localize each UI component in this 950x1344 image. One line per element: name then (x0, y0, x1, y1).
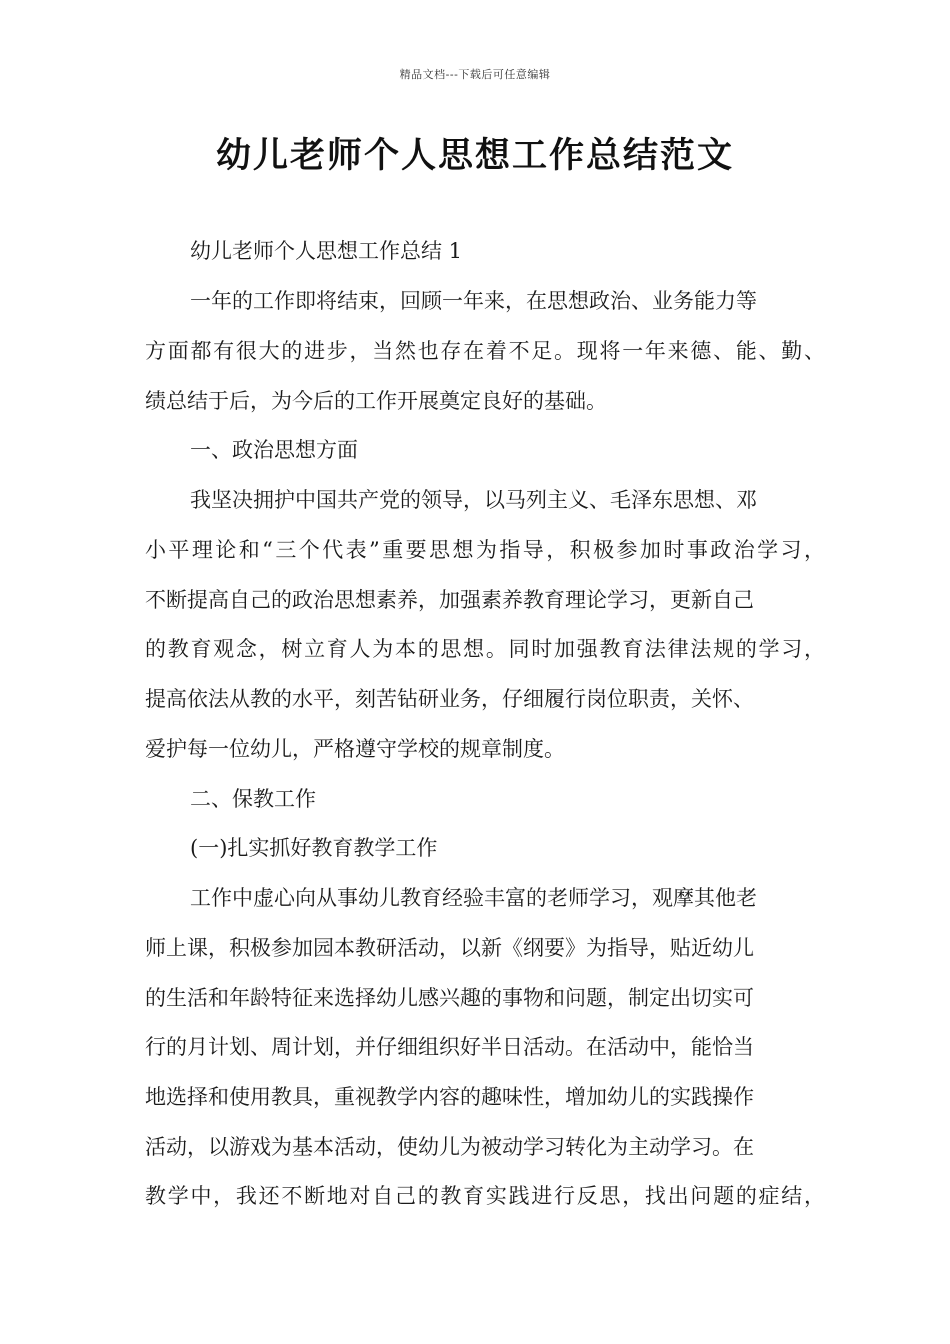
paragraph-line: 工作中虚心向从事幼儿教育经验丰富的老师学习，观摩其他老 (190, 886, 757, 910)
paragraph-line: 活动，以游戏为基本活动，使幼儿为被动学习转化为主动学习。在 (145, 1135, 754, 1159)
paragraph-line: 爱护每一位幼儿，严格遵守学校的规章制度。 (145, 737, 565, 761)
paragraph-line: 小平理论和“三个代表”重要思想为指导，积极参加时事政治学习， (145, 538, 825, 562)
paragraph-line: 地选择和使用教具，重视教学内容的趣味性，增加幼儿的实践操作 (145, 1085, 754, 1109)
paragraph-line: 的教育观念，树立育人为本的思想。同时加强教育法律法规的学习， (145, 637, 825, 661)
subsection-heading: (一)扎实抓好教育教学工作 (190, 836, 438, 860)
paragraph-line: 行的月计划、周计划，并仔细组织好半日活动。在活动中，能恰当 (145, 1035, 754, 1059)
paragraph-line: 一年的工作即将结束，回顾一年来，在思想政治、业务能力等 (190, 289, 757, 313)
paragraph-line: 我坚决拥护中国共产党的领导，以马列主义、毛泽东思想、邓 (190, 488, 757, 512)
section-heading: 二、保教工作 (190, 787, 316, 811)
section-heading: 幼儿老师个人思想工作总结 1 (190, 239, 463, 263)
section-heading: 一、政治思想方面 (190, 438, 358, 462)
paragraph-line: 绩总结于后，为今后的工作开展奠定良好的基础。 (145, 389, 607, 413)
paragraph-line: 教学中，我还不断地对自己的教育实践进行反思，找出问题的症结， (145, 1184, 825, 1208)
paragraph-line: 方面都有很大的进步，当然也存在着不足。现将一年来德、能、勤、 (145, 339, 825, 363)
document-title: 幼儿老师个人思想工作总结范文 (215, 135, 734, 176)
paragraph-line: 提高依法从教的水平，刻苦钻研业务，仔细履行岗位职责，关怀、 (145, 687, 754, 711)
paragraph-line: 师上课，积极参加园本教研活动，以新《纲要》为指导，贴近幼儿 (145, 936, 754, 960)
paragraph-line: 的生活和年龄特征来选择幼儿感兴趣的事物和问题，制定出切实可 (145, 986, 754, 1010)
paragraph-line: 不断提高自己的政治思想素养，加强素养教育理论学习，更新自己 (145, 588, 754, 612)
header-note: 精品文档---下载后可任意编辑 (399, 68, 551, 81)
